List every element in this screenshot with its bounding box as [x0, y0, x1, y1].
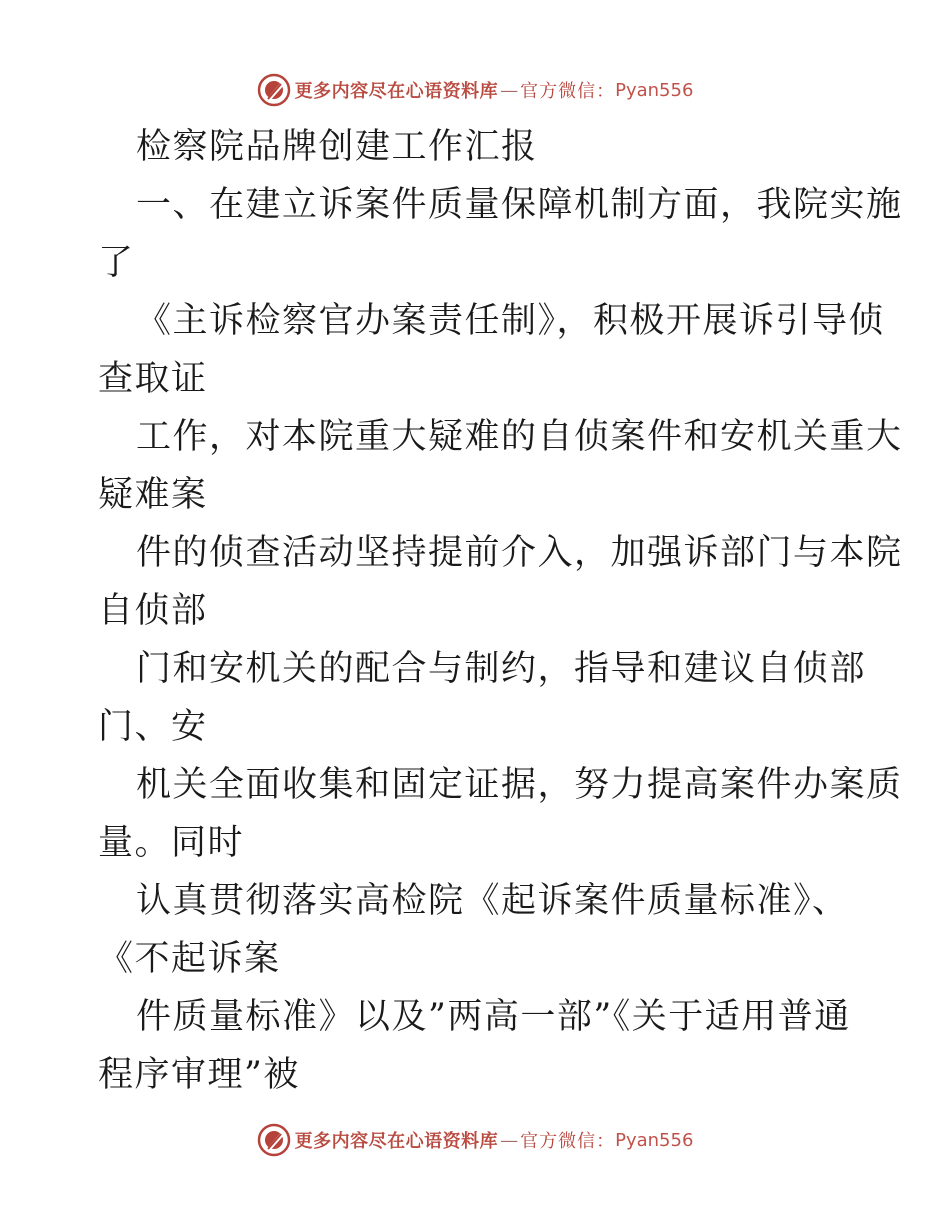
paragraph-line: 量。同时: [98, 823, 245, 863]
watermark-brand: 更多内容尽在心语资料库: [294, 81, 499, 102]
paragraph-line: 机关全面收集和固定证据，努力提高案件办案质: [136, 765, 903, 805]
watermark-brand: 更多内容尽在心语资料库: [294, 1131, 499, 1152]
watermark-wechat-id: Pyan556: [615, 1129, 694, 1151]
paragraph-line: 认真贯彻落实高检院《起诉案件质量标准》、: [136, 881, 849, 921]
paragraph-line: 《主诉检察官办案责任制》，积极开展诉引导侦: [136, 301, 886, 341]
paragraph-line: 自侦部: [98, 591, 208, 631]
watermark-header: [0, 70, 950, 110]
watermark-footer: [0, 1120, 950, 1160]
watermark-separator: —: [500, 1129, 519, 1151]
document-body: [98, 118, 903, 1104]
pen-logo-icon: [257, 73, 291, 107]
paragraph-line: 程序审理”被: [98, 1055, 300, 1095]
pen-logo-icon: [257, 1123, 291, 1157]
paragraph-line: 一、在建立诉案件质量保障机制方面，我院实施: [136, 185, 903, 225]
watermark-separator: —: [500, 79, 519, 101]
paragraph-line: 查取证: [98, 359, 208, 399]
watermark-official-label: 官方微信：: [520, 81, 616, 102]
paragraph-line: 门、安: [98, 707, 208, 747]
paragraph-line: 件质量标准》以及”两高一部”《关于适用普通: [136, 997, 851, 1037]
watermark-wechat-id: Pyan556: [615, 79, 694, 101]
document-title: 检察院品牌创建工作汇报: [136, 127, 538, 167]
paragraph-line: 件的侦查活动坚持提前介入，加强诉部门与本院: [136, 533, 903, 573]
paragraph-line: 工作，对本院重大疑难的自侦案件和安机关重大: [136, 417, 903, 457]
paragraph-line: 门和安机关的配合与制约，指导和建议自侦部: [136, 649, 867, 689]
paragraph-line: 《不起诉案: [98, 939, 281, 979]
paragraph-line: 了: [98, 243, 135, 283]
paragraph-line: 疑难案: [98, 475, 208, 515]
watermark-official-label: 官方微信：: [520, 1131, 616, 1152]
